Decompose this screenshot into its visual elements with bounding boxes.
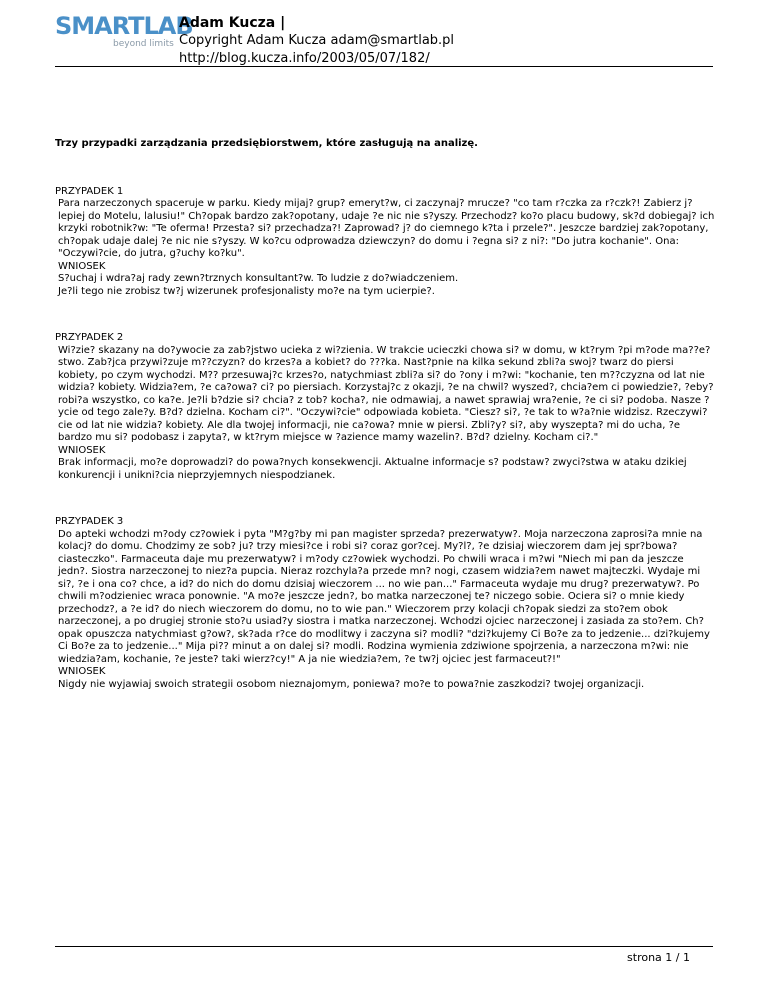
article-title: Trzy przypadki zarządzania przedsiębiorstwem, które zasługują na analizę. [55,138,478,149]
header-divider [55,66,713,67]
conclusion-label: WNIOSEK [58,260,106,272]
footer-divider [55,946,713,947]
smartlab-logo [55,12,193,54]
case-1 [55,186,715,299]
case-story: Do apteki wchodzi m?ody cz?owiek i pyta "M?g?by mi pan magister sprzeda? prezerwatyw?. Moja narzeczona zaprosi?a mnie na kolacj? do domu. Chodzimy ze sob? ju? trzy miesi?ce i robi si? coraz gor?cej. My?l?, ?e dzisiaj wieczorem dam jej spr?bowa? ciasteczko". Farmaceuta daje mu prezerwatyw? i m?ody cz?owiek wychodzi. Po chwili wraca i m?wi "Niech mi pan da jeszcze jedn?. Siostra narzeczonej to niez?a pupcia. Nieraz rozchyla?a przede mn? nogi, czasem widzia?em nawet majteczki. Wydaje mi si?, ?e i ona co? chce, a id? do nich do domu dzisiaj wieczorem ... no wie pan..." Farmaceuta wydaje mu drug? prezerwatyw?. Po chwili m?odzieniec wraca ponownie. "A mo?e jeszcze jedn?, bo matka narzeczonej te? niczego sobie. Ociera si? o mnie kiedy przechodz?, a ?e id? do niech wieczorem do domu, no to wie pan." Wieczorem przy kolacji ch?opak siedzi za sto?em obok narzeczonej, a po drugiej stronie sto?u usiad?y siostra i matka narzeczonej. Wchodzi ojciec narzeczonej i zasiada za sto?em. Ch?opak opuszcza natychmiast g?ow?, sk?ada r?ce do modlitwy i zaczyna si? modli? "dzi?kujemy Ci Bo?e za to jedzenie... dzi?kujemy Ci Bo?e za to jedzenie..." Mija pi?? minut a on dalej si? modli. Rodzina wymienia zdziwione spojrzenia, a narzeczona m?wi: nie wiedzia?am, kochanie, ?e jeste? taki wierz?cy!" A ja nie wiedzia?em, ?e tw?j ojciec jest farmaceut?!" [58,528,710,665]
conclusion-text: Nigdy nie wyjawiaj swoich strategii osobom nieznajomym, poniewa? mo?e to powa?nie zaszkodzi? twojej organizacji. [58,678,645,690]
case-2 [55,332,715,482]
conclusion-label: WNIOSEK [58,666,106,677]
case-heading: PRZYPADEK 3 [55,516,124,527]
conclusion-text: S?uchaj i wdra?aj rady zewn?trznych konsultant?w. To ludzie z do?wiadczeniem. [58,273,459,284]
page-number: strona 1 / 1 [627,951,690,964]
case-heading: PRZYPADEK 2 [55,332,124,343]
logo-tagline: beyond limits [113,39,174,49]
logo-wordmark: SMARTLAB [55,12,193,40]
author-title: Adam Kucza | [179,15,286,31]
page-header [179,14,454,68]
article-body [55,138,715,725]
case-heading: PRZYPADEK 1 [55,185,124,197]
conclusion-text: Je?li tego nie zrobisz tw?j wizerunek profesjonalisty mo?e na tym ucierpie?. [58,285,435,297]
source-url[interactable]: http://blog.kucza.info/2003/05/07/182/ [179,51,430,66]
copyright-line: Copyright Adam Kucza adam@smartlab.pl [179,33,455,48]
case-story: Wi?zie? skazany na do?ywocie za zab?jstwo ucieka z wi?zienia. W trakcie ucieczki chowa si? w domu, w kt?rym ?pi m?ode ma??e?stwo. Zab?jca przywi?zuje m??czyzn? do krzes?a a kobiet? do ???ka. Nast?pnie na kilka sekund zbli?a swoj? twarz do piersi kobiety, po czym wychodzi. M?? przesuwaj?c krzes?o, natychmiast zbli?a si? do ?ony i m?wi: "kochanie, ten m??czyzna od lat nie widzia? kobiety. Widzia?em, ?e ca?owa? ci? po piersiach. Korzystaj?c z okazji, ?e na chwil? wyszed?, chcia?em ci powiedzie?, ?eby? robi?a wszystko, co ka?e. Je?li b?dzie si? chcia? z tob? kocha?, nie odmawiaj, a nawet sprawiaj wra?enie, ?e ci si? podoba. Nasze ?ycie od tego zale?y. B?d? dzielna. Kocham ci?". "Oczywi?cie" odpowiada kobieta. "Ciesz? si?, ?e tak to w?a?nie widzisz. Rzeczywi?cie od lat nie widzia? kobiety. Ale dla twojej informacji, nie ca?owa? mnie w piersi. Zbli?y? si?, aby wyszepta? mi do ucha, ?e bardzo mu si? podobasz i zapyta?, w kt?rym miejsce w ?azience mamy wazelin?. B?d? dzielny. Kocham ci?." [58,344,714,443]
case-story: Para narzeczonych spaceruje w parku. Kiedy mijaj? grup? emeryt?w, ci zaczynaj? mrucze? "co tam r?czka za r?czk?! Zabierz j? lepiej do Motelu, lalusiu!" Ch?opak bardzo zak?opotany, udaje ?e nic nie s?yszy. Przechodz? ko?o placu budowy, sk?d dobiegaj? ich krzyki robotnik?w: "Te oferma! Przesta? si? przechadza?! Zaprowad? j? do ciemnego k?ta i przele?". Jeszcze bardziej zak?opotany, ch?opak udaje dalej ?e nic nie s?yszy. W ko?cu odprowadza dziewczyn? do domu i ?egna si? z ni?: "Do jutra kochanie". Ona: "Oczywi?cie, do jutra, g?uchy ko?ku". [58,198,715,259]
case-3 [55,516,715,691]
conclusion-text: Brak informacji, mo?e doprowadzi? do powa?nych konsekwencji. Aktualne informacje s? podstaw? zwyci?stwa w ataku dzikiej konkurencji i unikni?cia nieprzyjemnych niespodzianek. [58,457,687,481]
conclusion-label: WNIOSEK [58,444,106,456]
